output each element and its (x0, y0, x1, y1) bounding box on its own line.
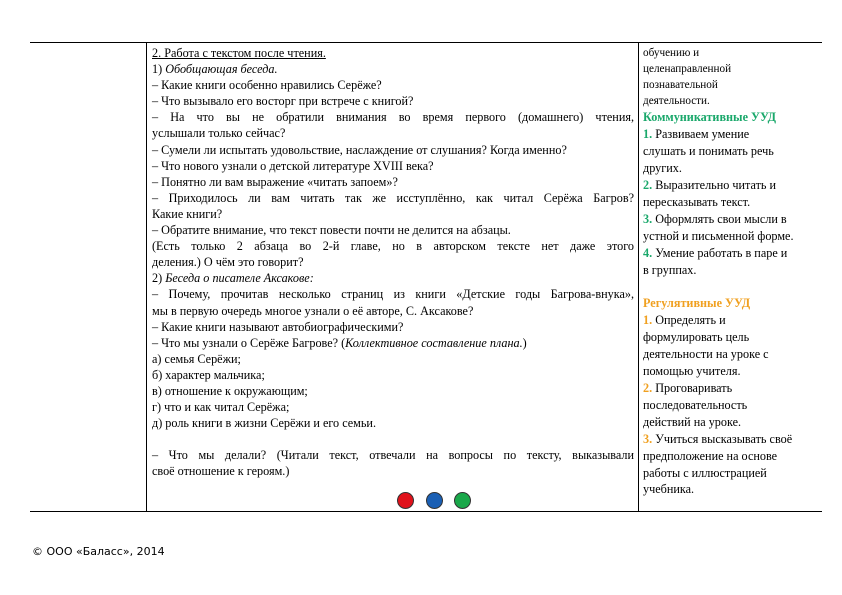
question: – Какие книги особенно нравились Серёже? (152, 78, 382, 93)
question: – Что нового узнали о детской литературе XVIII века? (152, 158, 434, 173)
question-cont: мы в первую очередь многое узнали о её авторе, С. Аксакове? (152, 303, 474, 318)
uud-item-cont: пересказывать текст. (643, 194, 751, 209)
question: – Сумели ли испытать удовольствие, наслаждение от слушания? Когда именно? (152, 142, 567, 157)
stage-column (30, 43, 147, 511)
question: – Какие книги называют автобиографическими? (152, 319, 404, 334)
uud-text: обучению и (643, 47, 700, 59)
uud-text: деятельности. (643, 95, 710, 108)
uud-item-cont: слушать и понимать речь (643, 144, 774, 159)
summary-question-cont: своё отношение к героям.) (152, 464, 290, 479)
uud-item-cont: работы с иллюстрацией (643, 465, 767, 480)
summary-question: – Что мы делали? (Читали текст, отвечали на вопросы по тексту, выказывали (152, 448, 634, 463)
uud-item: 2. Проговаривать (643, 380, 733, 395)
note-cont: деления.) О чём это говорит? (152, 255, 304, 270)
uud-item-cont: устной и письменной форме. (643, 228, 794, 243)
uud-item-cont: последовательность (643, 397, 748, 412)
blue-dot-icon (426, 492, 443, 509)
uud-item-cont: помощью учителя. (643, 364, 741, 379)
uud-item-cont: учебника. (643, 482, 695, 497)
question: – Что мы узнали о Серёже Багрове? (Коллективное составление плана.) (152, 335, 527, 350)
red-dot-icon (397, 492, 414, 509)
question: – Что вызывало его восторг при встрече с книгой? (152, 94, 414, 109)
question-cont: Какие книги? (152, 206, 223, 221)
regulatory-uud-header: Регулятивные УУД (643, 296, 751, 311)
communicative-uud-header: Коммуникативные УУД (643, 110, 777, 125)
question-cont: услышали только сейчас? (152, 126, 286, 141)
note: (Есть только 2 абзаца во 2-й главе, но в авторском тексте нет даже этого (152, 239, 634, 254)
question: – На что вы не обратили внимания во время первого (домашнего) чтения, (152, 110, 634, 125)
uud-item-cont: других. (643, 161, 682, 176)
plan-item: д) роль книги в жизни Серёжи и его семьи. (152, 416, 377, 431)
plan-item: в) отношение к окружающим; (152, 383, 308, 398)
uud-item: 2. Выразительно читать и (643, 178, 777, 192)
uud-item-cont: предположение на основе (643, 448, 778, 463)
uud-text: целенаправленной (643, 63, 732, 76)
green-dot-icon (454, 492, 471, 509)
content-column (147, 43, 639, 511)
uud-item: 1. Развиваем умение (643, 127, 750, 142)
subsection-1: 1) Обобщающая беседа. (152, 62, 278, 77)
plan-item: г) что и как читал Серёжа; (152, 400, 290, 415)
section-title: 2. Работа с текстом после чтения. (152, 46, 326, 60)
question: – Почему, прочитав несколько страниц из книги «Детские годы Багрова-внука», (152, 287, 634, 302)
uud-item-cont: деятельности на уроке с (643, 347, 769, 362)
plan-item: а) семья Серёжи; (152, 351, 241, 366)
uud-text: познавательной (643, 79, 718, 92)
plan-item: б) характер мальчика; (152, 367, 265, 382)
uud-item-cont: формулировать цель (643, 330, 750, 345)
subsection-2: 2) Беседа о писателе Аксакове: (152, 271, 314, 286)
question: – Понятно ли вам выражение «читать запоем»? (152, 174, 398, 189)
uud-item: 3. Учиться высказывать своё (643, 431, 793, 446)
uud-item: 3. Оформлять свои мысли в (643, 211, 787, 226)
question: – Обратите внимание, что текст повести почти не делится на абзацы. (152, 223, 511, 238)
copyright-footer: © ООО «Баласс», 2014 (32, 545, 165, 558)
uud-item: 4. Умение работать в паре и (643, 245, 788, 260)
question: – Приходилось ли вам читать так же исступлённо, как читал Серёжа Багров? (152, 190, 634, 205)
uud-item: 1. Определять и (643, 313, 726, 328)
uud-column (640, 43, 822, 511)
uud-item-cont: в группах. (643, 262, 697, 277)
uud-item-cont: действий на уроке. (643, 414, 742, 429)
lesson-table (30, 42, 822, 512)
